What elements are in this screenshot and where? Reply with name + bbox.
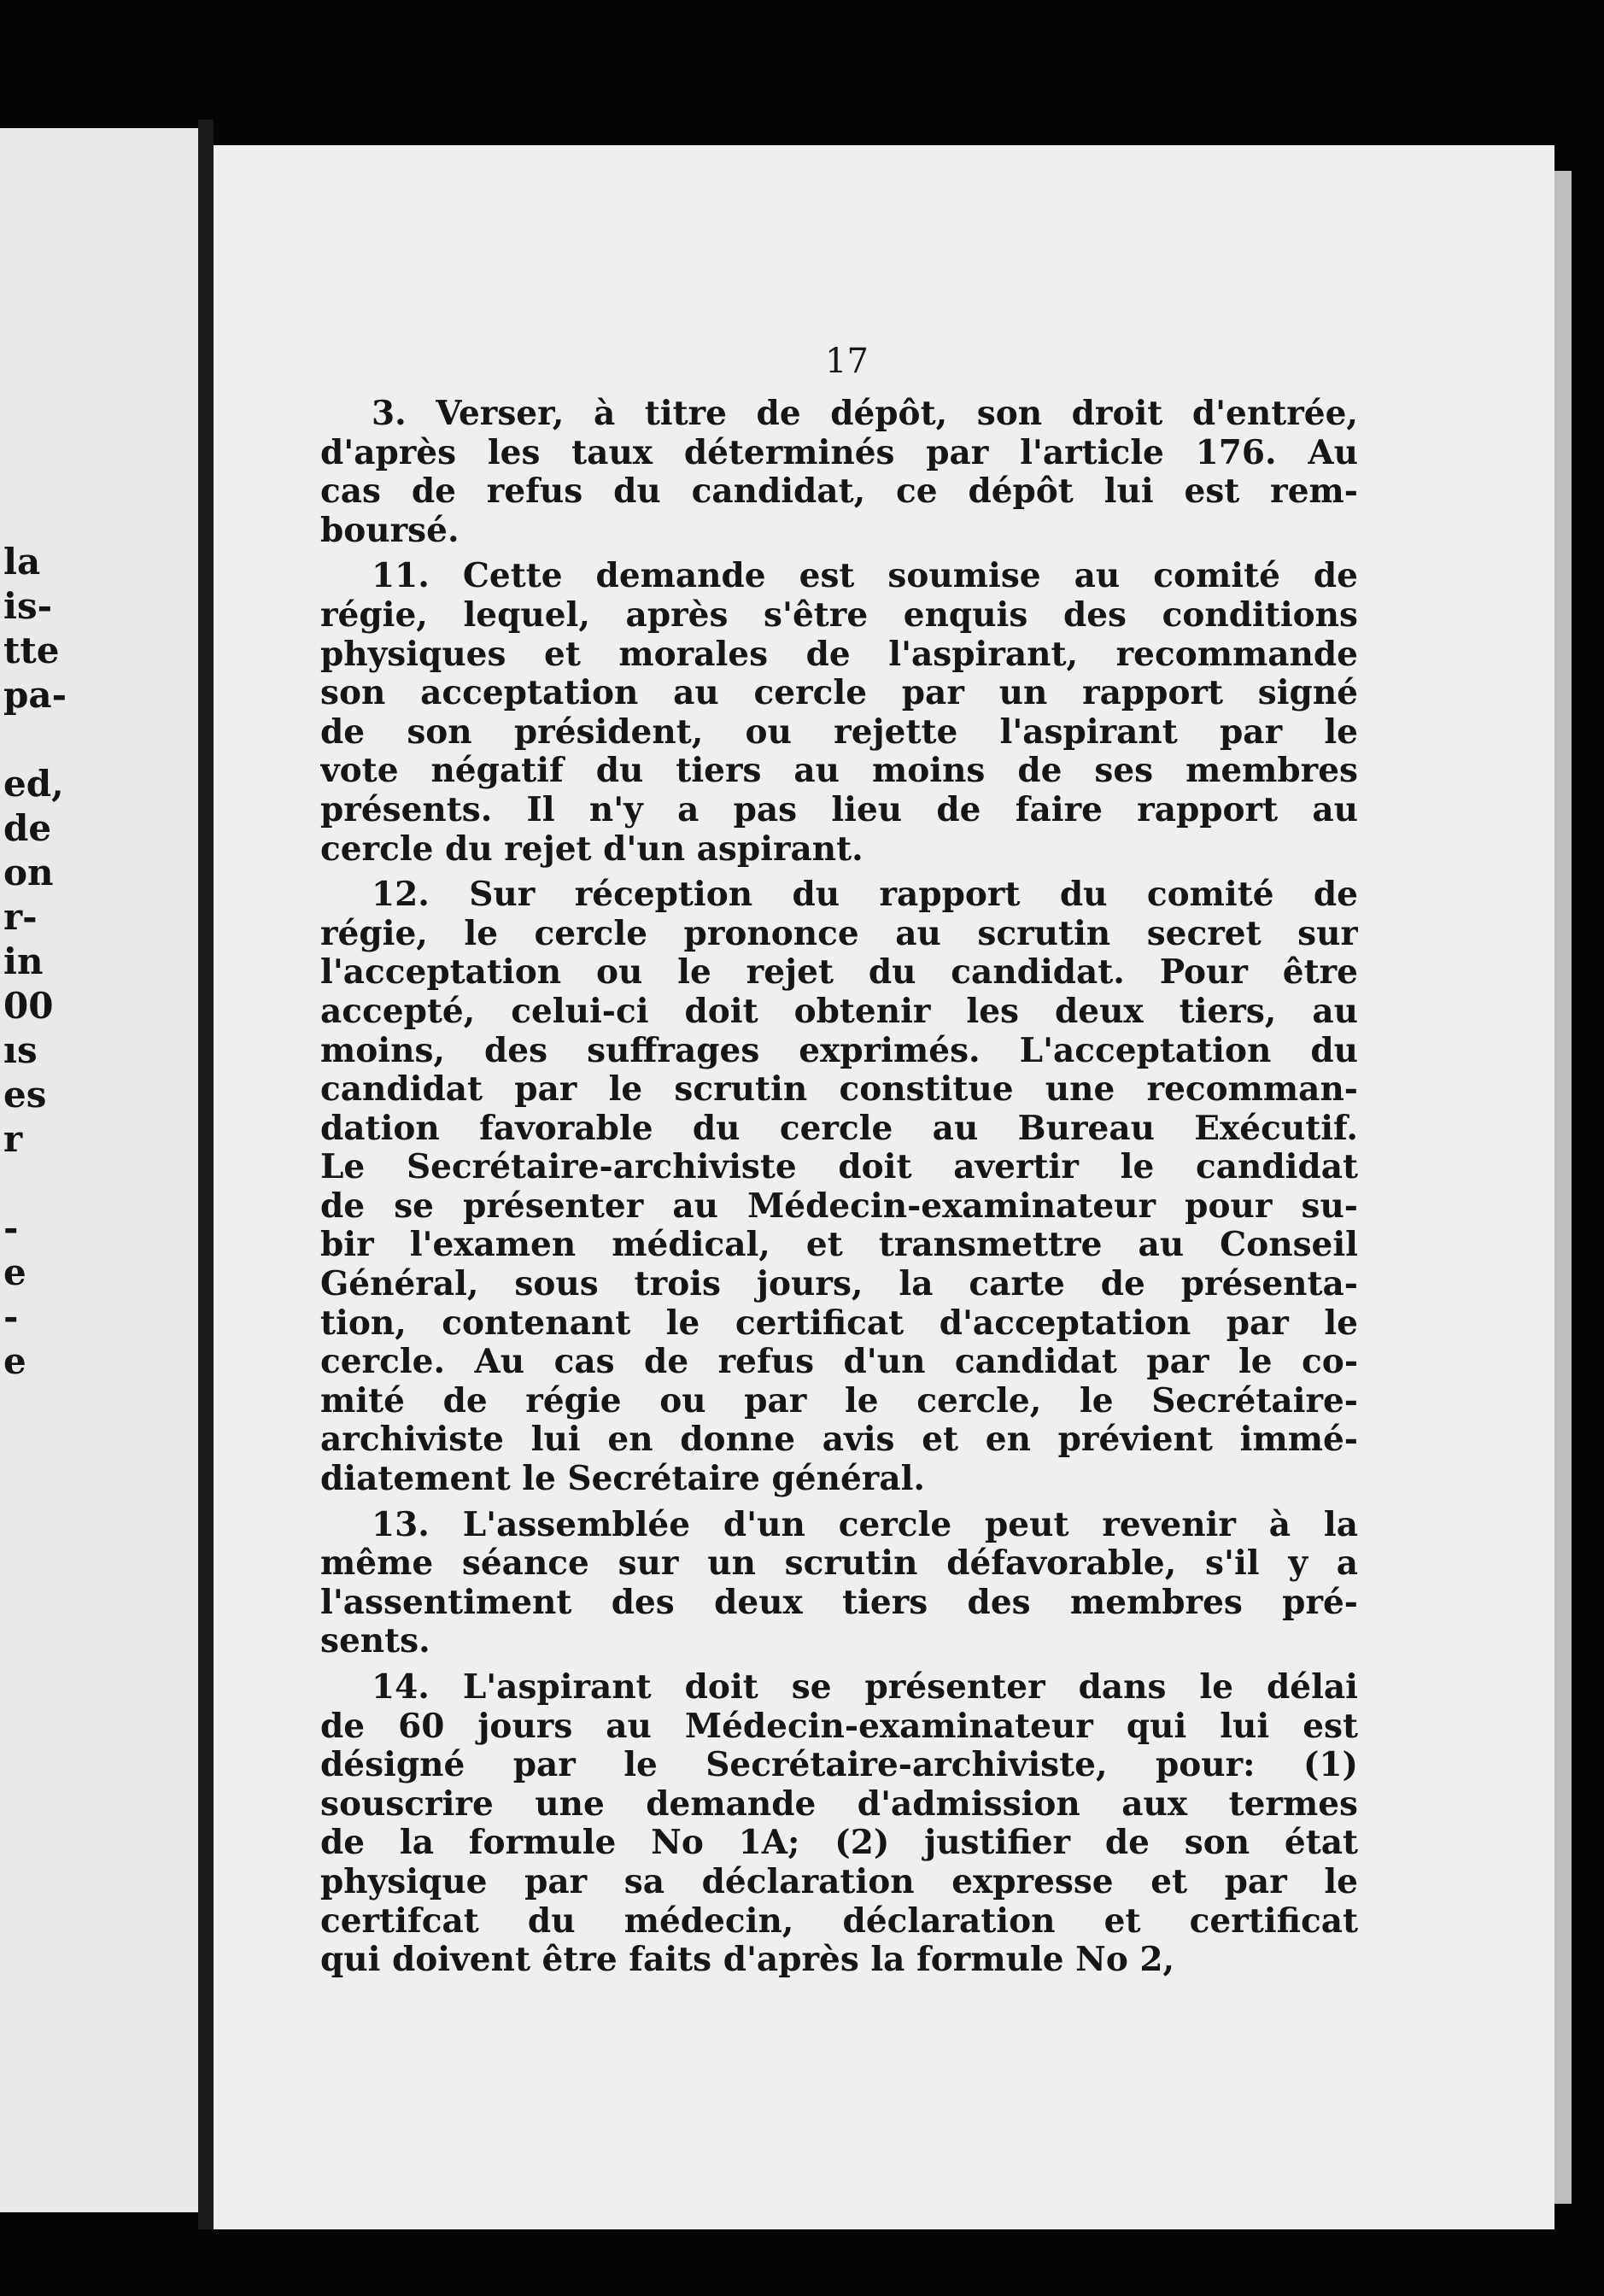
left-fragment-line xyxy=(3,718,67,762)
paragraph xyxy=(320,395,1358,550)
text-line: cercle du rejet d'un aspirant. xyxy=(320,829,863,869)
text-line: l'acceptation ou le rejet du candidat. Pour être xyxy=(320,953,1358,993)
left-fragment-line: la xyxy=(3,541,41,583)
left-fragment-line: - xyxy=(3,1296,19,1338)
left-fragment-line: es xyxy=(3,1074,47,1116)
left-fragment-line: tte xyxy=(3,630,60,671)
text-line: de la formule No 1A; (2) justifier de son état xyxy=(320,1824,1358,1863)
left-fragment-line xyxy=(3,1162,67,1206)
text-line: 3. Verser, à titre de dépôt, son droit d'entrée, xyxy=(372,395,1358,433)
text-line: physiques et morales de l'aspirant, recommande xyxy=(320,635,1358,674)
text-line: de se présenter au Médecin-examinateur pour su- xyxy=(320,1186,1358,1226)
text-line: physique par sa déclaration expresse et par le xyxy=(320,1862,1358,1901)
text-line: sents. xyxy=(320,1622,430,1661)
paragraph-gap xyxy=(320,1661,1358,1668)
text-line: son acceptation au cercle par un rapport signé xyxy=(320,674,1358,713)
text-line: vote négatif du tiers au moins de ses membres xyxy=(320,752,1358,791)
text-line: d'après les taux déterminés par l'article 176. Au xyxy=(320,433,1358,472)
left-fragment-line: de xyxy=(3,807,52,849)
text-line: désigné par le Secrétaire-archiviste, pour: (1) xyxy=(320,1746,1358,1785)
text-line: 14. L'aspirant doit se présenter dans le délai xyxy=(372,1668,1358,1707)
text-line: de 60 jours au Médecin-examinateur qui lui est xyxy=(320,1707,1358,1746)
left-fragment-line: - xyxy=(3,1207,19,1249)
page-number: 17 xyxy=(825,342,869,381)
left-fragment-line: e xyxy=(3,1251,26,1293)
text-line: présents. Il n'y a pas lieu de faire rapport au xyxy=(320,790,1358,829)
text-line: régie, le cercle prononce au scrutin secret sur xyxy=(320,914,1358,953)
text-line: cercle. Au cas de refus d'un candidat par le co- xyxy=(320,1343,1358,1382)
paragraph xyxy=(320,1506,1358,1661)
text-line: qui doivent être faits d'après la formule No 2, xyxy=(320,1941,1175,1980)
page-edge-shadow xyxy=(1554,171,1572,2204)
text-line: de son président, ou rejette l'aspirant par le xyxy=(320,712,1358,752)
text-line: archiviste lui en donne avis et en prévient immé- xyxy=(320,1420,1358,1460)
text-line: Général, sous trois jours, la carte de présenta- xyxy=(320,1265,1358,1304)
text-line: régie, lequel, après s'être enquis des conditions xyxy=(320,595,1358,635)
text-line: 12. Sur réception du rapport du comité de xyxy=(372,876,1358,915)
paragraph-gap xyxy=(320,550,1358,557)
text-line: boursé. xyxy=(320,511,460,550)
paragraph xyxy=(320,1668,1358,1980)
text-line: souscrire une demande d'admission aux termes xyxy=(320,1784,1358,1824)
text-line: certifcat du médecin, déclaration et certificat xyxy=(320,1901,1358,1941)
paragraph-gap xyxy=(320,1499,1358,1506)
left-fragment-line: ıs xyxy=(3,1029,38,1071)
paragraph-gap xyxy=(320,869,1358,876)
text-line: Le Secrétaire-archiviste doit avertir le candidat xyxy=(320,1148,1358,1187)
text-line: moins, des suffrages exprimés. L'acceptation du xyxy=(320,1031,1358,1070)
paragraph xyxy=(320,557,1358,869)
text-line: l'assentiment des deux tiers des membres pré- xyxy=(320,1583,1358,1622)
left-fragment-line: e xyxy=(3,1340,26,1382)
paragraph xyxy=(320,876,1358,1499)
left-fragment-line: pa- xyxy=(3,674,67,716)
text-line: bir l'examen médical, et transmettre au Conseil xyxy=(320,1226,1358,1265)
left-facing-page xyxy=(0,128,198,2212)
left-fragment-line: r- xyxy=(3,896,38,938)
text-line: diatement le Secrétaire général. xyxy=(320,1460,925,1499)
text-line: 11. Cette demande est soumise au comité de xyxy=(372,557,1358,596)
left-fragment-line: on xyxy=(3,852,54,893)
text-line: 13. L'assemblée d'un cercle peut revenir à la xyxy=(372,1505,1358,1544)
left-fragment-line: 00 xyxy=(3,985,54,1027)
page-body-text xyxy=(320,395,1358,1980)
left-fragment-line: in xyxy=(3,940,44,982)
text-line: mité de régie ou par le cercle, le Secrétaire- xyxy=(320,1381,1358,1420)
book-gutter xyxy=(198,120,214,2229)
left-fragment-line: is- xyxy=(3,585,53,627)
text-line: cas de refus du candidat, ce dépôt lui est rem- xyxy=(320,472,1358,512)
text-line: même séance sur un scrutin défavorable, s'il y a xyxy=(320,1544,1358,1584)
left-page-text-fragments xyxy=(3,540,67,1384)
text-line: accepté, celui-ci doit obtenir les deux tiers, au xyxy=(320,992,1358,1031)
left-fragment-line: r xyxy=(3,1118,23,1160)
left-fragment-line: ed, xyxy=(3,763,64,805)
text-line: dation favorable du cercle au Bureau Exécutif. xyxy=(320,1109,1358,1148)
text-line: candidat par le scrutin constitue une recomman- xyxy=(320,1070,1358,1110)
text-line: tion, contenant le certificat d'acceptation par le xyxy=(320,1303,1358,1343)
